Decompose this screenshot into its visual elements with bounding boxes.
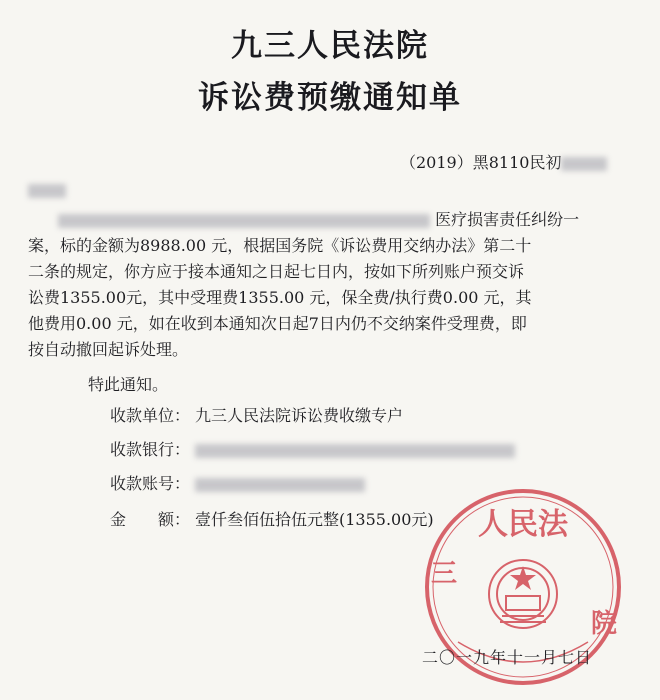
redacted-block: [28, 184, 66, 198]
body-line-6: 按自动撤回起诉处理。: [28, 340, 189, 359]
body-line-1: [58, 207, 630, 233]
account-label: 收款账号：: [110, 474, 191, 493]
redacted-party-name: [28, 180, 66, 199]
national-emblem: [489, 560, 557, 628]
redacted-case-suffix: [561, 157, 607, 171]
seal-text-right: 院: [590, 609, 618, 639]
redacted-account: [195, 478, 365, 492]
payee-label: 收款单位：: [110, 406, 191, 425]
bank-row: [110, 437, 515, 460]
body-line-4: 讼费1355.00元，其中受理费1355.00 元，保全费/执行费0.00 元，其: [28, 288, 532, 307]
case-number: [400, 150, 607, 173]
redacted-bank: [195, 444, 515, 458]
bank-label: 收款银行：: [110, 440, 191, 459]
seal-text-left: 三: [430, 559, 458, 589]
amount-label: 金 额：: [110, 510, 191, 529]
amount-row: [110, 507, 434, 530]
issue-date: 二〇一九年十一月七日: [422, 648, 593, 667]
amount-value: 壹仟叁佰伍拾伍元整(1355.00元): [195, 510, 434, 529]
document-title: 诉讼费预缴通知单: [198, 80, 462, 116]
body-line-2: 案，标的金额为8988.00 元，根据国务院《诉讼费用交纳办法》第二十: [28, 236, 532, 255]
account-row: [110, 471, 365, 494]
seal-text-top: 人民法: [478, 507, 568, 542]
body-line-1-text: 医疗损害责任纠纷一: [435, 210, 580, 229]
payee-row: [110, 403, 403, 426]
body-line-3: 二条的规定，你方应于接本通知之日起七日内，按如下所列账户预交诉: [28, 262, 525, 281]
notice-body: [28, 207, 630, 363]
court-name: 九三人民法院: [231, 28, 429, 64]
payee-value: 九三人民法院诉讼费收缴专户: [195, 406, 404, 425]
redacted-parties: [58, 214, 430, 228]
closing-text: 特此通知。: [88, 375, 169, 394]
body-line-5: 他费用0.00 元，如在收到本通知次日起7日内仍不交纳案件受理费，即: [28, 314, 527, 333]
case-number-text: （2019）黑8110民初: [400, 153, 562, 172]
